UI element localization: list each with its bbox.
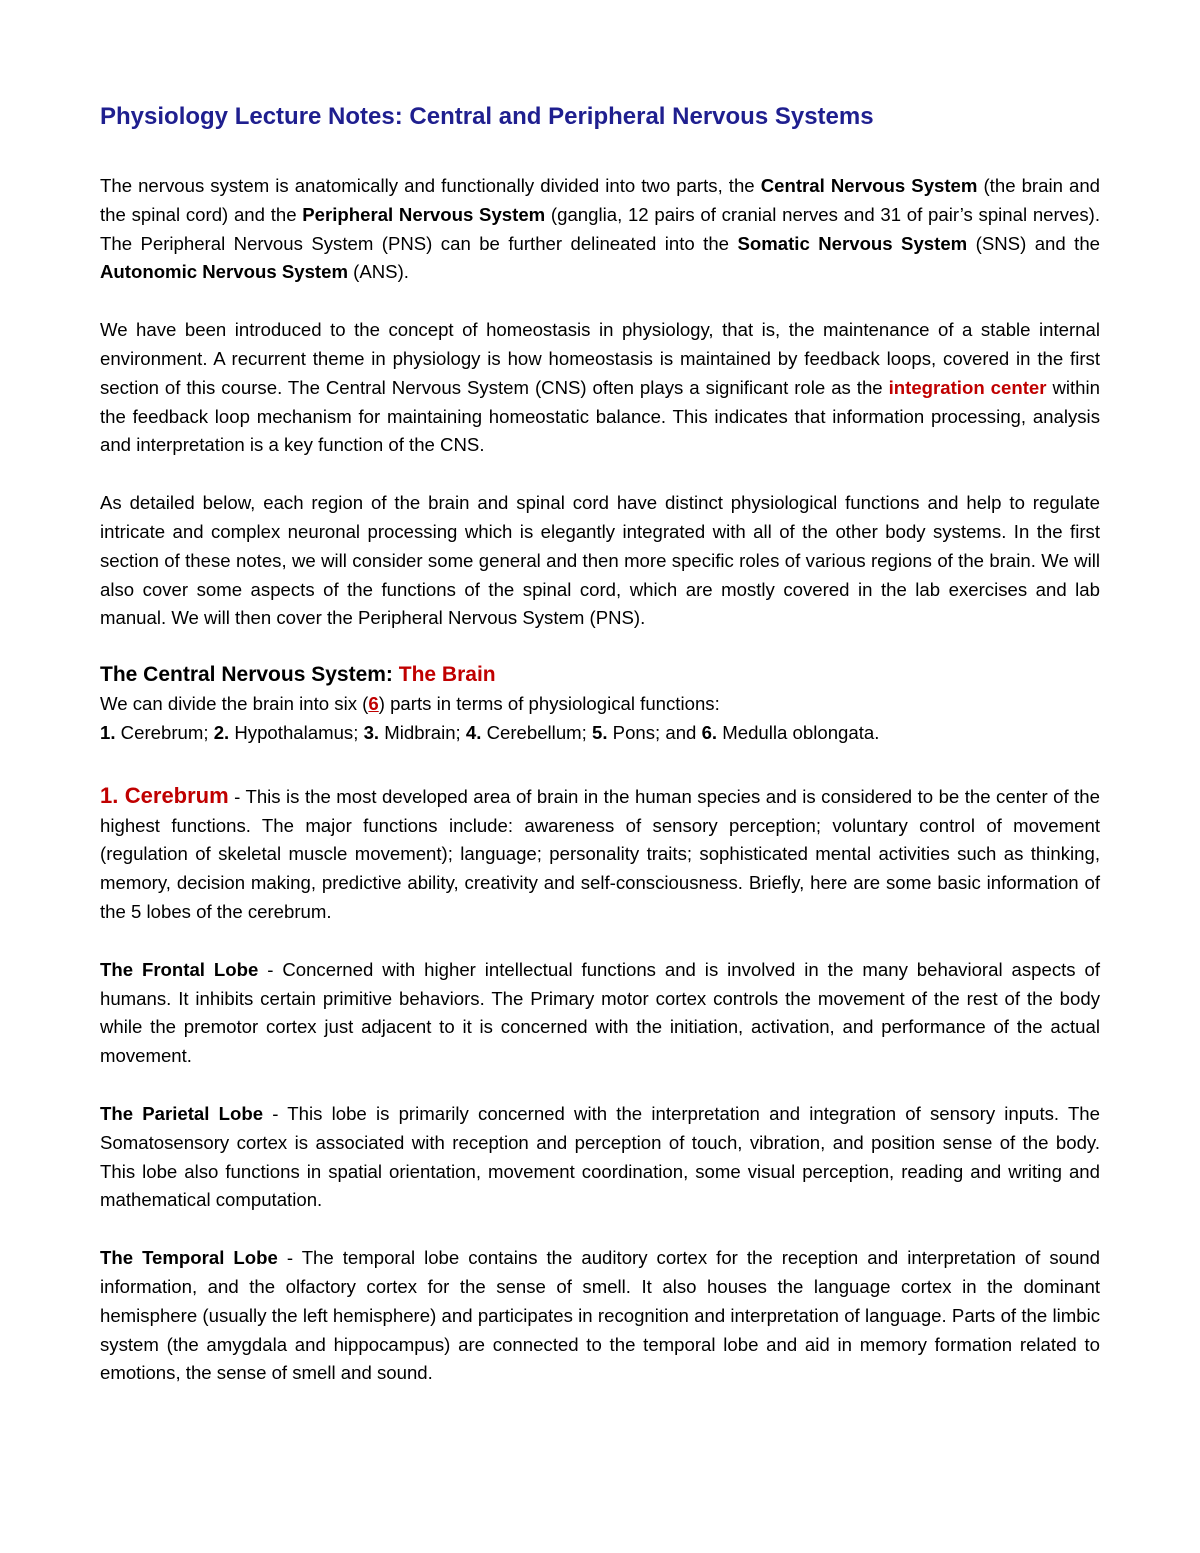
number-six: 6 <box>368 693 379 715</box>
text-run: (ganglia, 12 pairs of cranial nerves and 31 of pair’s spinal nerves). The Peripheral Nervous System (PNS) can be further delineated into the <box>100 203 1100 254</box>
lobe-title: The Temporal Lobe <box>100 1247 278 1269</box>
lobe-title: The Frontal Lobe <box>100 958 259 980</box>
lobe-title: The Parietal Lobe <box>100 1102 264 1124</box>
part-name: Cerebellum; <box>481 721 592 743</box>
bold-term-pns: Peripheral Nervous System <box>302 203 546 225</box>
intro-paragraph-1 <box>100 172 1100 287</box>
text-run: The nervous system is anatomically and functionally divided into two parts, the <box>100 175 761 196</box>
text-run: ) parts in terms of physiological functions: <box>378 693 720 715</box>
part-name: Medulla oblongata. <box>717 721 880 743</box>
text-run: - Concerned with higher intellectual functions and is involved in the many behavioral aspects of humans. It inhibits certain primitive behaviors. The Primary motor cortex controls the movement of the rest of the body while the premotor cortex just adjacent to it is concerned with the initiation, activation, and performance of the actual movement. <box>100 958 1101 1067</box>
text-run: We have been introduced to the concept of homeostasis in physiology, that is, the maintenance of a stable internal environment. A recurrent theme in physiology is how homeostasis is maintained by feedback loops, covered in the first section of this course. The Central Nervous System (CNS) often plays a significant role as the <box>100 319 1100 398</box>
bold-term-cns: Central Nervous System <box>760 175 978 196</box>
section-heading-brain <box>100 660 1100 690</box>
brain-parts-intro <box>100 690 1100 719</box>
text-run: - This lobe is primarily concerned with the interpretation and integration of sensory inputs. The Somatosensory cortex is associated with reception and perception of touch, vibration, and position sense of the body. This lobe also functions in spatial orientation, movement coordination, some visual perception, reading and writing and mathematical computation. <box>100 1102 1100 1211</box>
text-run: (the brain and the spinal cord) and the <box>100 175 1101 225</box>
bold-term-sns: Somatic Nervous System <box>737 232 968 254</box>
part-name: Midbrain; <box>379 721 466 743</box>
document-page <box>100 100 1100 1388</box>
text-run: We can divide the brain into six ( <box>100 693 369 715</box>
highlight-integration-center: integration center <box>888 376 1047 398</box>
part-number: 4. <box>465 721 482 743</box>
heading-prefix: The Central Nervous System: <box>100 663 399 687</box>
temporal-lobe-paragraph <box>100 1244 1100 1388</box>
part-number: 1. <box>100 721 116 743</box>
part-number: 5. <box>591 721 608 743</box>
part-number: 2. <box>213 721 230 743</box>
frontal-lobe-paragraph <box>100 956 1100 1071</box>
text-run: (ANS). <box>347 261 409 283</box>
intro-paragraph-3: As detailed below, each region of the brain and spinal cord have distinct physiological functions and help to regulate intricate and complex neuronal processing which is elegantly integrated with all of the other body systems. In the first section of these notes, we will consider some general and then more specific roles of various regions of the brain. We will also cover some aspects of the functions of the spinal cord, which are mostly covered in the lab exercises and lab manual. We will then cover the Peripheral Nervous System (PNS). <box>100 492 1100 629</box>
cerebrum-heading: 1. Cerebrum <box>100 782 229 808</box>
part-name: Hypothalamus; <box>229 721 364 743</box>
text-run: within the feedback loop mechanism for maintaining homeostatic balance. This indicates that information processing, analysis and interpretation is a key function of the CNS. <box>100 376 1100 456</box>
parietal-lobe-paragraph <box>100 1100 1100 1215</box>
intro-paragraph-2 <box>100 316 1100 460</box>
part-number: 6. <box>701 721 718 743</box>
bold-term-ans: Autonomic Nervous System <box>100 261 348 283</box>
document-title: Physiology Lecture Notes: Central and Peripheral Nervous Systems <box>100 103 874 130</box>
part-name: Cerebrum; <box>115 721 214 743</box>
heading-highlight: The Brain <box>398 663 496 687</box>
part-number: 3. <box>363 721 380 743</box>
cerebrum-paragraph <box>100 782 1100 927</box>
text-run: (SNS) and the <box>967 232 1101 254</box>
text-run: - The temporal lobe contains the auditory cortex for the reception and interpretation of sound information, and the olfactory cortex for the sense of smell. It also houses the language cortex in the dominant hemisphere (usually the left hemisphere) and participates in recognition and interpretation of language. Parts of the limbic system (the amygdala and hippocampus) are connected to the temporal lobe and aid in memory formation related to emotions, the sense of smell and sound. <box>100 1247 1100 1384</box>
brain-parts-list <box>100 719 1100 748</box>
text-run: - This is the most developed area of brain in the human species and is considered to be the center of the highest functions. The major functions include: awareness of sensory perception; voluntary control of movement (regulation of skeletal muscle movement); language; personality traits; sophisticated mental activities such as thinking, memory, decision making, predictive ability, creativity and self-consciousness. Briefly, here are some basic information of the 5 lobes of the cerebrum. <box>100 785 1100 922</box>
part-name: Pons; and <box>607 721 702 743</box>
